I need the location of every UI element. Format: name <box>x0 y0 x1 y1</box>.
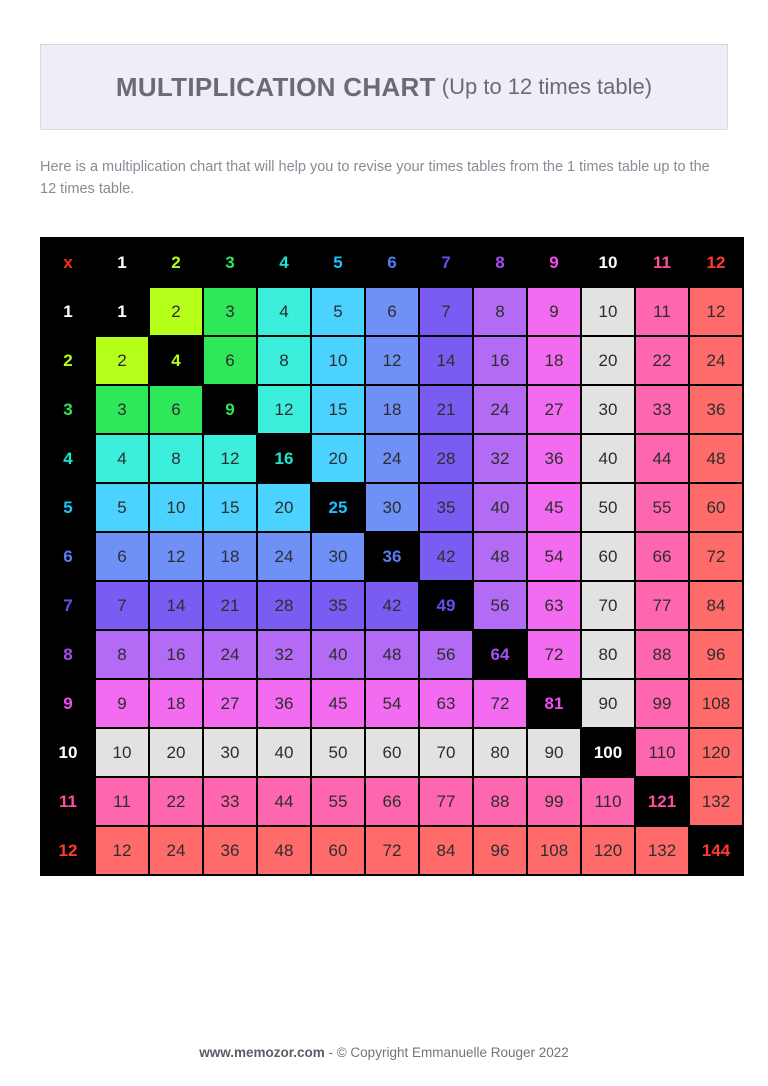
table-cell: 16 <box>258 435 310 482</box>
table-row <box>42 435 742 482</box>
table-cell: 7 <box>96 582 148 629</box>
table-cell: 25 <box>312 484 364 531</box>
table-cell: 27 <box>528 386 580 433</box>
row-header-10: 10 <box>42 729 94 776</box>
table-cell: 40 <box>474 484 526 531</box>
table-cell: 44 <box>258 778 310 825</box>
row-header-5: 5 <box>42 484 94 531</box>
column-header-3: 3 <box>204 239 256 286</box>
table-cell: 6 <box>96 533 148 580</box>
table-cell: 10 <box>96 729 148 776</box>
footer-site: www.memozor.com <box>199 1045 325 1060</box>
table-cell: 21 <box>420 386 472 433</box>
table-row <box>42 386 742 433</box>
table-cell: 132 <box>636 827 688 874</box>
table-cell: 81 <box>528 680 580 727</box>
table-cell: 40 <box>312 631 364 678</box>
table-cell: 8 <box>96 631 148 678</box>
table-cell: 12 <box>204 435 256 482</box>
table-cell: 21 <box>204 582 256 629</box>
table-cell: 20 <box>258 484 310 531</box>
table-header-row <box>42 239 742 286</box>
table-cell: 24 <box>150 827 202 874</box>
table-cell: 9 <box>204 386 256 433</box>
row-header-8: 8 <box>42 631 94 678</box>
table-cell: 24 <box>366 435 418 482</box>
table-cell: 4 <box>150 337 202 384</box>
table-cell: 1 <box>96 288 148 335</box>
table-cell: 18 <box>528 337 580 384</box>
table-row <box>42 533 742 580</box>
table-cell: 16 <box>474 337 526 384</box>
table-cell: 45 <box>312 680 364 727</box>
table-cell: 99 <box>528 778 580 825</box>
footer <box>0 1045 768 1060</box>
table-cell: 12 <box>150 533 202 580</box>
table-cell: 90 <box>528 729 580 776</box>
table-cell: 30 <box>582 386 634 433</box>
table-row <box>42 337 742 384</box>
table-cell: 88 <box>474 778 526 825</box>
multiplication-table-wrap <box>40 237 731 876</box>
table-cell: 28 <box>258 582 310 629</box>
table-cell: 77 <box>636 582 688 629</box>
table-cell: 72 <box>474 680 526 727</box>
table-cell: 42 <box>420 533 472 580</box>
table-cell: 108 <box>528 827 580 874</box>
table-cell: 72 <box>528 631 580 678</box>
table-cell: 12 <box>366 337 418 384</box>
table-cell: 9 <box>96 680 148 727</box>
table-cell: 33 <box>204 778 256 825</box>
footer-copyright: - © Copyright Emmanuelle Rouger 2022 <box>328 1045 569 1060</box>
table-cell: 36 <box>528 435 580 482</box>
table-cell: 60 <box>690 484 742 531</box>
table-cell: 18 <box>150 680 202 727</box>
row-header-11: 11 <box>42 778 94 825</box>
table-cell: 15 <box>204 484 256 531</box>
table-row <box>42 582 742 629</box>
corner-cell: x <box>42 239 94 286</box>
table-cell: 24 <box>474 386 526 433</box>
row-header-1: 1 <box>42 288 94 335</box>
table-cell: 84 <box>420 827 472 874</box>
table-cell: 24 <box>204 631 256 678</box>
column-header-1: 1 <box>96 239 148 286</box>
table-cell: 36 <box>204 827 256 874</box>
table-cell: 11 <box>96 778 148 825</box>
table-cell: 16 <box>150 631 202 678</box>
table-cell: 11 <box>636 288 688 335</box>
table-cell: 12 <box>690 288 742 335</box>
column-header-7: 7 <box>420 239 472 286</box>
table-cell: 12 <box>258 386 310 433</box>
table-cell: 132 <box>690 778 742 825</box>
table-cell: 96 <box>690 631 742 678</box>
table-cell: 3 <box>204 288 256 335</box>
table-cell: 10 <box>150 484 202 531</box>
table-cell: 20 <box>150 729 202 776</box>
table-cell: 8 <box>150 435 202 482</box>
table-cell: 35 <box>312 582 364 629</box>
table-cell: 4 <box>258 288 310 335</box>
row-header-3: 3 <box>42 386 94 433</box>
table-cell: 70 <box>582 582 634 629</box>
table-cell: 50 <box>312 729 364 776</box>
table-cell: 9 <box>528 288 580 335</box>
table-cell: 48 <box>366 631 418 678</box>
table-cell: 22 <box>636 337 688 384</box>
table-cell: 15 <box>312 386 364 433</box>
table-row <box>42 778 742 825</box>
table-cell: 100 <box>582 729 634 776</box>
table-cell: 24 <box>258 533 310 580</box>
column-header-8: 8 <box>474 239 526 286</box>
table-cell: 54 <box>366 680 418 727</box>
table-cell: 30 <box>366 484 418 531</box>
table-cell: 110 <box>582 778 634 825</box>
column-header-11: 11 <box>636 239 688 286</box>
table-cell: 99 <box>636 680 688 727</box>
table-cell: 60 <box>312 827 364 874</box>
table-cell: 63 <box>528 582 580 629</box>
table-cell: 36 <box>258 680 310 727</box>
column-header-2: 2 <box>150 239 202 286</box>
table-cell: 28 <box>420 435 472 482</box>
table-cell: 10 <box>582 288 634 335</box>
table-cell: 70 <box>420 729 472 776</box>
column-header-12: 12 <box>690 239 742 286</box>
table-cell: 6 <box>150 386 202 433</box>
table-cell: 56 <box>420 631 472 678</box>
table-cell: 55 <box>312 778 364 825</box>
table-cell: 45 <box>528 484 580 531</box>
table-cell: 18 <box>366 386 418 433</box>
table-cell: 24 <box>690 337 742 384</box>
table-cell: 60 <box>366 729 418 776</box>
multiplication-table <box>40 237 744 876</box>
table-row <box>42 729 742 776</box>
table-cell: 12 <box>96 827 148 874</box>
table-cell: 90 <box>582 680 634 727</box>
table-cell: 5 <box>312 288 364 335</box>
table-cell: 84 <box>690 582 742 629</box>
table-cell: 48 <box>690 435 742 482</box>
table-cell: 6 <box>366 288 418 335</box>
column-header-9: 9 <box>528 239 580 286</box>
table-cell: 30 <box>312 533 364 580</box>
table-row <box>42 484 742 531</box>
table-cell: 80 <box>582 631 634 678</box>
table-row <box>42 827 742 874</box>
table-cell: 110 <box>636 729 688 776</box>
table-cell: 55 <box>636 484 688 531</box>
table-cell: 96 <box>474 827 526 874</box>
row-header-12: 12 <box>42 827 94 874</box>
table-cell: 20 <box>582 337 634 384</box>
table-cell: 33 <box>636 386 688 433</box>
row-header-7: 7 <box>42 582 94 629</box>
table-cell: 49 <box>420 582 472 629</box>
table-cell: 36 <box>690 386 742 433</box>
row-header-2: 2 <box>42 337 94 384</box>
table-cell: 120 <box>690 729 742 776</box>
table-cell: 42 <box>366 582 418 629</box>
table-cell: 48 <box>258 827 310 874</box>
table-cell: 8 <box>258 337 310 384</box>
row-header-9: 9 <box>42 680 94 727</box>
table-cell: 2 <box>96 337 148 384</box>
table-cell: 18 <box>204 533 256 580</box>
table-cell: 20 <box>312 435 364 482</box>
table-cell: 7 <box>420 288 472 335</box>
table-cell: 64 <box>474 631 526 678</box>
table-cell: 77 <box>420 778 472 825</box>
table-cell: 6 <box>204 337 256 384</box>
table-cell: 27 <box>204 680 256 727</box>
table-cell: 72 <box>690 533 742 580</box>
table-cell: 48 <box>474 533 526 580</box>
table-cell: 32 <box>474 435 526 482</box>
table-row <box>42 631 742 678</box>
table-cell: 14 <box>420 337 472 384</box>
table-cell: 80 <box>474 729 526 776</box>
table-cell: 30 <box>204 729 256 776</box>
column-header-10: 10 <box>582 239 634 286</box>
table-cell: 60 <box>582 533 634 580</box>
column-header-4: 4 <box>258 239 310 286</box>
table-cell: 66 <box>636 533 688 580</box>
table-cell: 63 <box>420 680 472 727</box>
table-cell: 88 <box>636 631 688 678</box>
table-cell: 40 <box>258 729 310 776</box>
title-banner <box>40 44 728 130</box>
table-cell: 32 <box>258 631 310 678</box>
table-cell: 40 <box>582 435 634 482</box>
table-cell: 14 <box>150 582 202 629</box>
table-cell: 144 <box>690 827 742 874</box>
table-cell: 121 <box>636 778 688 825</box>
table-cell: 50 <box>582 484 634 531</box>
table-cell: 66 <box>366 778 418 825</box>
table-cell: 108 <box>690 680 742 727</box>
page-subtitle: (Up to 12 times table) <box>441 74 653 99</box>
table-cell: 8 <box>474 288 526 335</box>
table-row <box>42 288 742 335</box>
row-header-4: 4 <box>42 435 94 482</box>
table-cell: 36 <box>366 533 418 580</box>
intro-text: Here is a multiplication chart that will help you to revise your times tables from the 1 times table up to the 12 times table. <box>40 159 710 198</box>
table-cell: 10 <box>312 337 364 384</box>
table-cell: 56 <box>474 582 526 629</box>
table-cell: 22 <box>150 778 202 825</box>
table-cell: 120 <box>582 827 634 874</box>
table-cell: 72 <box>366 827 418 874</box>
table-row <box>42 680 742 727</box>
table-cell: 4 <box>96 435 148 482</box>
row-header-6: 6 <box>42 533 94 580</box>
table-cell: 44 <box>636 435 688 482</box>
page-title: MULTIPLICATION CHART <box>115 71 436 102</box>
column-header-6: 6 <box>366 239 418 286</box>
table-cell: 2 <box>150 288 202 335</box>
table-cell: 5 <box>96 484 148 531</box>
table-cell: 3 <box>96 386 148 433</box>
table-cell: 35 <box>420 484 472 531</box>
column-header-5: 5 <box>312 239 364 286</box>
table-cell: 54 <box>528 533 580 580</box>
